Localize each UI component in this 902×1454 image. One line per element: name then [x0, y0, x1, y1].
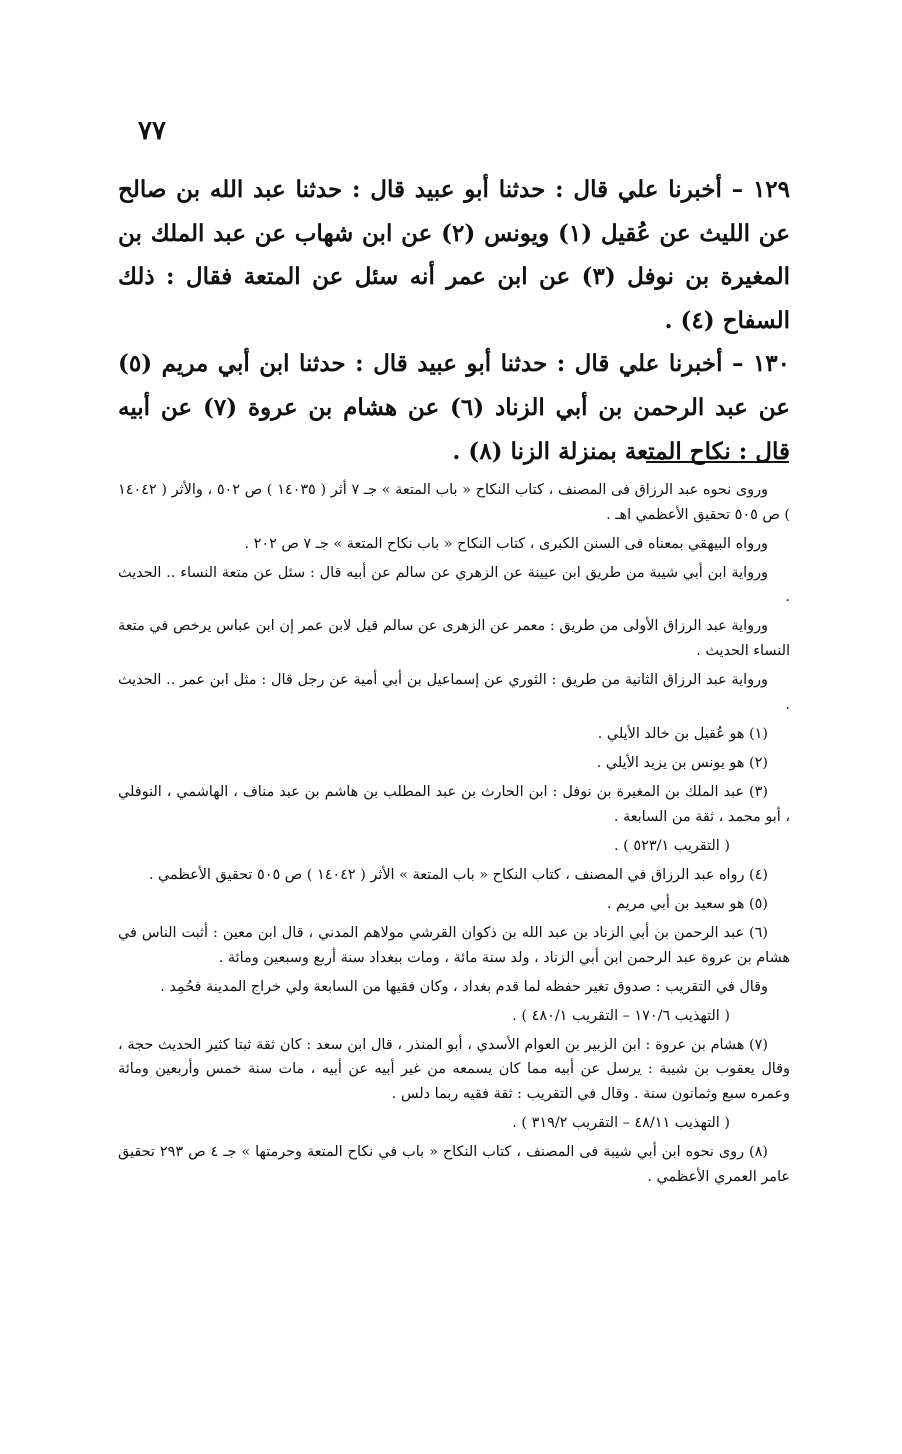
hadith-130: ١٣٠ – أخبرنا علي قال : حدثنا أبو عبيد قال : حدثنا ابن أبي مريم (٥) عن عبد الرحمن بن أبي الزناد (٦) عن هشام بن عروة (٧) عن أبيه قال : نكاح المتعة بمنزلة الزنا (٨) .	[118, 350, 790, 465]
footnote-paragraph: ورواية عبد الرزاق الأولى من طريق : معمر عن الزهرى عن سالم قيل لابن عمر إن ابن عباس يرخص في متعة النساء الحديث .	[118, 618, 790, 660]
footnote-1: (١) هو عُقيل بن خالد الأيلي .	[597, 725, 768, 742]
page-number: ٧٧	[138, 116, 166, 146]
footnote-separator	[646, 461, 789, 463]
footnote-3: (٣) عبد الملك بن المغيرة بن نوفل : ابن الحارث بن عبد المطلب بن هاشم بن عبد مناف ، الهاشمي ، النوفلي ، أبو محمد ، ثقة من السابعة .	[118, 784, 790, 825]
footnote-6: (٦) عبد الرحمن بن أبي الزناد بن عبد الله بن ذكوان القرشي مولاهم المدني ، قال ابن معين : أثبت الناس في هشام بن عروة عبد الرحمن ابن أبي الزناد ، ولد سنة مائة ، ومات ببغداد سنة أربع وسبعين ومائة .	[118, 925, 790, 966]
footnote-7-source: ( التهذيب ٤٨/١١ – التقريب ٣١٩/٢ ) .	[512, 1115, 730, 1132]
footnote-4: (٤) رواه عبد الرزاق في المصنف ، كتاب النكاح « باب المتعة » الأثر ( ١٤٠٤٢ ) ص ٥٠٥ تحقيق الأعظمي .	[148, 866, 768, 883]
footnote-2: (٢) هو يونس بن يزيد الأيلي .	[596, 754, 768, 771]
footnote-paragraph: ورواية ابن أبي شيبة من طريق ابن عيينة عن الزهري عن سالم عن أبيه قال : سئل عن متعة النساء .. الحديث .	[118, 564, 790, 606]
footnote-3-source: ( التقريب ٥٢٣/١ ) .	[614, 837, 730, 854]
footnotes	[118, 478, 790, 1194]
footnote-paragraph: ورواية عبد الرزاق الثانية من طريق : الثوري عن إسماعيل بن أبي أمية عن رجل قال : مثل ابن عمر .. الحديث .	[118, 672, 790, 713]
footnote-paragraph: ورواه البيهقي بمعناه فى السنن الكبرى ، كتاب النكاح « باب نكاح المتعة » جـ ٧ ص ٢٠٢ .	[244, 535, 768, 552]
footnote-8: (٨) روى نحوه ابن أبي شيبة فى المصنف ، كتاب النكاح « باب في نكاح المتعة وحرمتها » جـ ٤ ص ٢٩٣ تحقيق عامر العمري الأعظمي .	[118, 1144, 790, 1185]
footnote-paragraph: وروى نحوه عبد الرزاق فى المصنف ، كتاب النكاح « باب المتعة » جـ ٧ أثر ( ١٤٠٣٥ ) ص ٥٠٢ ، والأثر ( ١٤٠٤٢ ) ص ٥٠٥ تحقيق الأعظمي اهـ .	[118, 482, 790, 523]
hadith-129: ١٢٩ – أخبرنا علي قال : حدثنا أبو عبيد قال : حدثنا عبد الله بن صالح عن الليث عن عُقيل (١) ويونس (٢) عن ابن شهاب عن عبد الملك بن المغيرة بن نوفل (٣) عن ابن عمر أنه سئل عن المتعة فقال : ذلك السفاح (٤) .	[118, 176, 790, 334]
footnote-6-source: ( التهذيب ١٧٠/٦ – التقريب ٤٨٠/١ ) .	[512, 1007, 730, 1024]
main-text	[118, 168, 790, 473]
footnote-6-taqrib: وقال في التقريب : صدوق تغير حفظه لما قدم بغداد ، وكان فقيها من السابعة ولي خراج المدينة فحُمِد .	[160, 978, 768, 995]
footnote-7: (٧) هشام بن عروة : ابن الزبير بن العوام الأسدي ، أبو المنذر ، قال ابن سعد : كان ثقة ثبتا كثير الحديث حجة ، وقال يعقوب بن شيبة : يرسل عن أبيه مما كان يسمعه من غير أبيه عن أبيه ، مات سنة خمس وأربعين ومائة وعمره سبع وثمانون سنة . وقال في التقريب : ثقة فقيه ربما دلس .	[118, 1036, 790, 1103]
footnote-5: (٥) هو سعيد بن أبي مريم .	[606, 895, 768, 912]
